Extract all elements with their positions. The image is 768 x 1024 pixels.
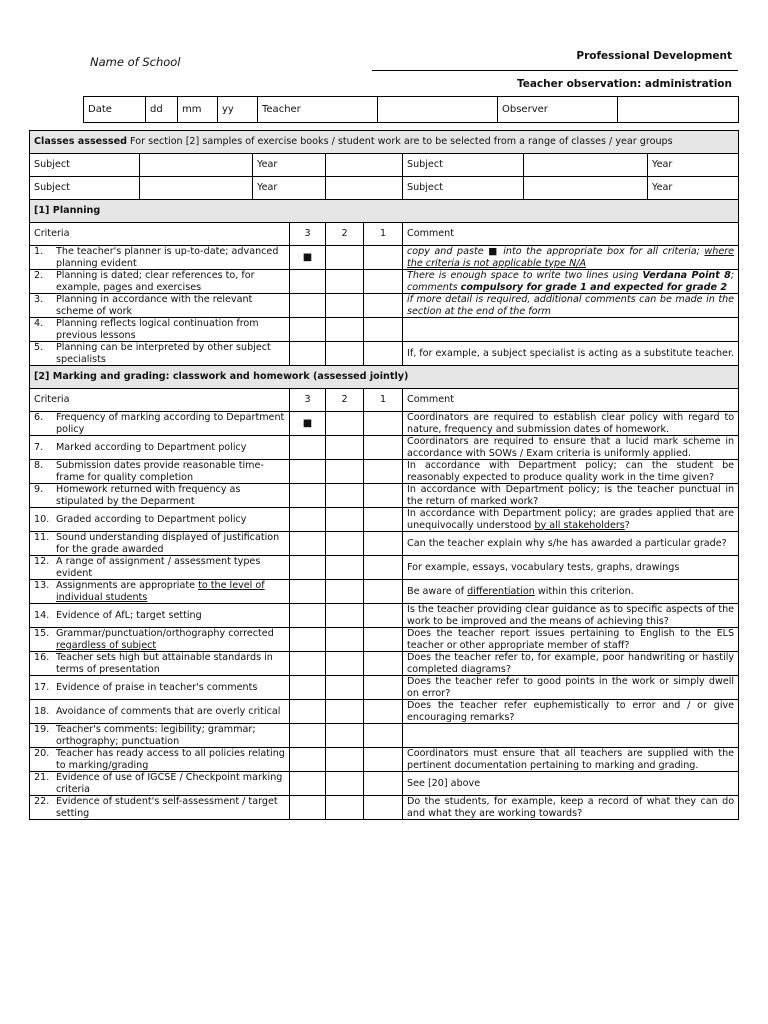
criteria-text: Planning is dated; clear references to, for example, pages and exercises	[56, 270, 255, 293]
comment-cell[interactable]	[403, 318, 739, 342]
score-2-cell[interactable]	[326, 484, 364, 508]
score-1-cell[interactable]	[364, 628, 403, 652]
comment-cell[interactable]	[403, 748, 739, 772]
criteria-text: Homework returned with frequency as stipulated by the Deparment	[56, 484, 241, 507]
year-label: Year	[652, 182, 673, 194]
comment-text: Does the teacher refer to, for example, poor handwriting or hastily completed diagrams?	[407, 652, 735, 675]
subject-label: Subject	[30, 177, 140, 200]
criteria-number: 19.	[34, 724, 50, 735]
comment-text: In accordance with Department policy; can the student be reasonably expected to produce quality work in the time given?	[407, 460, 735, 483]
comment-cell[interactable]	[403, 676, 739, 700]
classes-assessed-note: For section [2] samples of exercise books / student work are to be selected from a range of classes / year groups	[130, 136, 673, 148]
criteria-text: Evidence of praise in teacher's comments	[56, 681, 258, 693]
score-1-cell[interactable]	[364, 580, 403, 604]
comment-emphasis-text: differentiation	[467, 585, 535, 597]
year-label: Year	[253, 177, 326, 200]
score-2-cell[interactable]	[326, 628, 364, 652]
score-2-cell[interactable]	[326, 676, 364, 700]
criteria-number: 15.	[34, 628, 50, 639]
score-2-cell[interactable]	[326, 580, 364, 604]
criteria-number: 17.	[34, 681, 50, 693]
teacher-field[interactable]	[378, 97, 498, 123]
score-1-cell[interactable]	[364, 532, 403, 556]
score-1-header: 1	[364, 389, 403, 412]
score-3-cell[interactable]	[290, 748, 326, 772]
criteria-text: Graded according to Department policy	[56, 513, 247, 525]
observation-table	[29, 130, 739, 820]
comment-text: Coordinators are required to ensure that a lucid mark scheme in accordance with SOWs / Exam criteria is uniformly applied.	[407, 436, 735, 459]
comment-text: Coordinators are required to establish clear policy with regard to nature, frequency and submission dates of homework.	[407, 412, 735, 435]
score-3-header: 3	[290, 389, 326, 412]
criteria-row-21	[30, 772, 739, 796]
comment-header: Comment	[403, 223, 739, 246]
instruction-font-text: Verdana Point 8	[642, 270, 731, 281]
criteria-text: The teacher's planner is up-to-date; advanced planning evident	[56, 246, 279, 269]
criteria-text: Submission dates provide reasonable time-frame for quality completion	[56, 460, 264, 483]
instruction-na-text: where the criteria is not applicable type N/A	[407, 246, 735, 269]
score-3-cell[interactable]	[290, 294, 326, 318]
score-2-cell[interactable]	[326, 796, 364, 820]
comment-text: In accordance with Department policy; are grades applied that are unequivocally understood	[407, 508, 735, 531]
score-2-header: 2	[326, 389, 364, 412]
criteria-header: Criteria	[30, 389, 290, 412]
subject-field[interactable]	[140, 177, 253, 200]
criteria-row-19	[30, 724, 739, 748]
score-3-cell[interactable]	[290, 700, 326, 724]
year-field[interactable]	[326, 154, 403, 177]
criteria-text: Avoidance of comments that are overly critical	[56, 705, 281, 717]
score-1-cell[interactable]	[364, 652, 403, 676]
comment-cell[interactable]	[403, 508, 739, 532]
month-label: mm	[178, 97, 218, 123]
score-1-cell[interactable]	[364, 508, 403, 532]
score-1-cell[interactable]	[364, 342, 403, 366]
criteria-row-8	[30, 460, 739, 484]
title-divider	[372, 70, 738, 71]
comment-cell[interactable]	[403, 532, 739, 556]
criteria-text: Sound understanding displayed of justification for the grade awarded	[56, 532, 280, 555]
comment-header: Comment	[403, 389, 739, 412]
score-1-cell[interactable]	[364, 436, 403, 460]
criteria-number: 6.	[34, 412, 44, 423]
criteria-text: Teacher's comments: legibility; grammar; orthography; punctuation	[56, 724, 256, 747]
criteria-text: Planning reflects logical continuation from previous lessons	[56, 318, 259, 341]
score-3-cell[interactable]	[290, 460, 326, 484]
score-3-cell[interactable]	[290, 508, 326, 532]
score-2-cell[interactable]	[326, 460, 364, 484]
comment-emphasis-text: by all stakeholders	[534, 519, 625, 531]
criteria-row-16	[30, 652, 739, 676]
score-1-cell[interactable]	[364, 604, 403, 628]
criteria-row-2	[30, 270, 739, 294]
criteria-row-1	[30, 246, 739, 270]
comment-text: Do the students, for example, keep a record of what they can do and what they are working towards?	[407, 796, 735, 819]
criteria-number: 2.	[34, 270, 44, 281]
score-1-cell[interactable]	[364, 412, 403, 436]
date-teacher-observer-table	[83, 96, 739, 123]
score-3-header: 3	[290, 223, 326, 246]
score-3-cell[interactable]	[290, 342, 326, 366]
criteria-row-3	[30, 294, 739, 318]
instruction-compulsory-text: compulsory for grade 1 and expected for grade 2	[460, 281, 728, 293]
score-3-cell[interactable]	[290, 796, 326, 820]
comment-cell[interactable]	[403, 580, 739, 604]
score-3-cell[interactable]	[290, 604, 326, 628]
instruction-text: There is enough space to write two lines using	[407, 270, 643, 281]
criteria-text: Planning in accordance with the relevant scheme of work	[56, 294, 253, 317]
subject-label: Subject	[403, 177, 524, 200]
year-label: Year	[253, 154, 326, 177]
document-title: Professional Development	[576, 50, 732, 62]
criteria-row-7	[30, 436, 739, 460]
criteria-row-6	[30, 412, 739, 436]
criteria-number: 12.	[34, 556, 50, 567]
year-field[interactable]	[648, 177, 739, 200]
score-2-cell[interactable]	[326, 748, 364, 772]
score-3-cell[interactable]	[290, 676, 326, 700]
score-2-cell[interactable]	[326, 772, 364, 796]
criteria-row-18	[30, 700, 739, 724]
score-3-cell[interactable]	[290, 652, 326, 676]
criteria-number: 10.	[34, 513, 50, 525]
score-3-cell[interactable]	[290, 772, 326, 796]
score-2-cell[interactable]	[326, 270, 364, 294]
comment-cell[interactable]	[403, 700, 739, 724]
comment-text: See [20] above	[407, 777, 481, 789]
year-label: Year	[652, 159, 673, 171]
score-3-cell[interactable]	[290, 484, 326, 508]
criteria-row-10	[30, 508, 739, 532]
criteria-header: Criteria	[30, 223, 290, 246]
score-1-cell[interactable]	[364, 772, 403, 796]
score-2-cell[interactable]	[326, 604, 364, 628]
score-3-cell[interactable]	[290, 628, 326, 652]
criteria-number: 11.	[34, 532, 50, 543]
date-label: Date	[84, 97, 146, 123]
comment-text: within this criterion.	[534, 585, 634, 597]
classes-assessed-header	[30, 131, 739, 154]
score-3-cell[interactable]	[290, 532, 326, 556]
subject-field[interactable]	[524, 177, 648, 200]
criteria-text: Marked according to Department policy	[56, 441, 247, 453]
comment-cell[interactable]	[403, 484, 739, 508]
score-2-cell[interactable]	[326, 508, 364, 532]
comment-cell[interactable]	[403, 436, 739, 460]
score-3-cell[interactable]	[290, 270, 326, 294]
score-2-header: 2	[326, 223, 364, 246]
section-1-title: [1] Planning	[30, 200, 739, 223]
comment-cell[interactable]: If, for example, a subject specialist is acting as a substitute teacher.	[403, 342, 739, 366]
criteria-number: 7.	[34, 441, 44, 453]
comment-text: Be aware of	[407, 585, 468, 597]
score-1-cell[interactable]	[364, 556, 403, 580]
comment-text: ?	[624, 519, 630, 531]
score-3-cell[interactable]	[290, 436, 326, 460]
year-label: yy	[218, 97, 258, 123]
criteria-number: 16.	[34, 652, 50, 663]
score-3-cell[interactable]	[290, 580, 326, 604]
score-1-cell[interactable]	[364, 796, 403, 820]
criteria-text: Evidence of AfL; target setting	[56, 609, 202, 621]
comment-cell[interactable]	[403, 412, 739, 436]
comment-text: For example, essays, vocabulary tests, graphs, drawings	[407, 561, 680, 573]
score-1-cell[interactable]	[364, 270, 403, 294]
score-1-cell[interactable]	[364, 460, 403, 484]
comment-text: Coordinators must ensure that all teachers are supplied with the pertinent documentation pertaining to marking and grading.	[407, 748, 735, 771]
score-1-cell[interactable]	[364, 676, 403, 700]
score-2-cell[interactable]	[326, 724, 364, 748]
comment-cell[interactable]	[403, 796, 739, 820]
criteria-row-4	[30, 318, 739, 342]
instruction-text: copy and paste ■ into the appropriate box for all criteria;	[407, 246, 705, 257]
criteria-row-15	[30, 628, 739, 652]
criteria-number: 5.	[34, 342, 44, 353]
section-2-title: [2] Marking and grading: classwork and homework (assessed jointly)	[30, 366, 739, 389]
score-3-cell[interactable]	[290, 318, 326, 342]
comment-cell[interactable]	[403, 724, 739, 748]
criteria-text: Evidence of student's self-assessment / target setting	[56, 796, 278, 819]
comment-text: Does the teacher report issues pertaining to English to the ELS teacher or other appropriate member of staff?	[407, 628, 735, 651]
criteria-number: 14.	[34, 609, 50, 621]
criteria-text: Teacher has ready access to all policies relating to marking/grading	[56, 748, 285, 771]
score-2-cell[interactable]	[326, 246, 364, 270]
observer-label: Observer	[498, 97, 618, 123]
criteria-text: Teacher sets high but attainable standards in terms of presentation	[56, 652, 273, 675]
comment-text: Does the teacher refer euphemistically to error and / or give encouraging remarks?	[407, 700, 735, 723]
criteria-row-12	[30, 556, 739, 580]
score-2-cell[interactable]	[326, 652, 364, 676]
score-2-cell[interactable]	[326, 342, 364, 366]
criteria-row-14	[30, 604, 739, 628]
comment-cell[interactable]	[403, 246, 739, 270]
score-1-cell[interactable]	[364, 318, 403, 342]
score-1-cell[interactable]	[364, 246, 403, 270]
criteria-row-17	[30, 676, 739, 700]
criteria-number: 8.	[34, 460, 44, 471]
subject-field[interactable]	[524, 154, 648, 177]
document-subtitle: Teacher observation: administration	[516, 78, 732, 90]
score-1-cell[interactable]	[364, 724, 403, 748]
score-3-cell[interactable]: ■	[290, 246, 326, 270]
school-name-label: Name of School	[90, 55, 181, 69]
comment-cell[interactable]	[403, 652, 739, 676]
criteria-row-22	[30, 796, 739, 820]
score-2-cell[interactable]	[326, 412, 364, 436]
score-1-cell[interactable]	[364, 294, 403, 318]
criteria-text: Evidence of use of IGCSE / Checkpoint marking criteria	[56, 772, 283, 795]
score-2-cell[interactable]	[326, 318, 364, 342]
teacher-label: Teacher	[258, 97, 378, 123]
comment-text: Does the teacher refer to good points in the work or simply dwell on error?	[407, 676, 735, 699]
criteria-number: 20.	[34, 748, 50, 759]
comment-cell[interactable]	[403, 556, 739, 580]
criteria-row-11	[30, 532, 739, 556]
comment-text: In accordance with Department policy; is the teacher punctual in the return of marked work?	[407, 484, 735, 507]
score-3-cell[interactable]	[290, 556, 326, 580]
criteria-number: 22.	[34, 796, 50, 807]
criteria-number: 21.	[34, 772, 50, 783]
year-field[interactable]	[326, 177, 403, 200]
score-2-cell[interactable]	[326, 436, 364, 460]
criteria-number: 1.	[34, 246, 44, 257]
criteria-row-13	[30, 580, 739, 604]
comment-text: Can the teacher explain why s/he has awarded a particular grade?	[407, 537, 727, 549]
score-2-cell[interactable]	[326, 532, 364, 556]
criteria-text: Planning can be interpreted by other subject specialists	[56, 342, 271, 365]
score-1-header: 1	[364, 223, 403, 246]
comment-cell[interactable]	[403, 270, 739, 294]
criteria-row-9	[30, 484, 739, 508]
score-3-cell[interactable]: ■	[290, 412, 326, 436]
score-2-cell[interactable]	[326, 294, 364, 318]
observer-field[interactable]	[618, 97, 739, 123]
criteria-text: Grammar/punctuation/orthography corrected	[56, 628, 274, 639]
criteria-text: Frequency of marking according to Department policy	[56, 412, 285, 435]
comment-text: Is the teacher providing clear guidance as to specific aspects of the work to be improved and the means of achieving this?	[407, 604, 735, 627]
criteria-emphasis-text: to the level of individual students	[56, 580, 265, 603]
day-label: dd	[146, 97, 178, 123]
criteria-number: 18.	[34, 705, 50, 717]
subject-field[interactable]	[140, 154, 253, 177]
score-1-cell[interactable]	[364, 748, 403, 772]
classes-assessed-title: Classes assessed	[34, 136, 127, 148]
criteria-number: 13.	[34, 580, 50, 591]
criteria-text: Assignments are appropriate	[56, 580, 199, 591]
criteria-emphasis-text: regardless of subject	[56, 639, 157, 651]
criteria-number: 4.	[34, 318, 44, 329]
criteria-row-20	[30, 748, 739, 772]
score-3-cell[interactable]	[290, 724, 326, 748]
score-1-cell[interactable]	[364, 700, 403, 724]
year-field[interactable]	[648, 154, 739, 177]
comment-cell[interactable]	[403, 604, 739, 628]
criteria-row-5	[30, 342, 739, 366]
subject-label: Subject	[403, 154, 524, 177]
subject-label: Subject	[30, 154, 140, 177]
score-2-cell[interactable]	[326, 556, 364, 580]
comment-cell[interactable]: if more detail is required, additional comments can be made in the section at the end of the form	[403, 294, 739, 318]
instruction-text: ; comments	[407, 270, 735, 293]
criteria-number: 3.	[34, 294, 44, 305]
comment-cell[interactable]	[403, 628, 739, 652]
comment-cell[interactable]	[403, 460, 739, 484]
score-1-cell[interactable]	[364, 484, 403, 508]
criteria-text: A range of assignment / assessment types evident	[56, 556, 261, 579]
score-2-cell[interactable]	[326, 700, 364, 724]
comment-cell[interactable]	[403, 772, 739, 796]
criteria-number: 9.	[34, 484, 44, 495]
